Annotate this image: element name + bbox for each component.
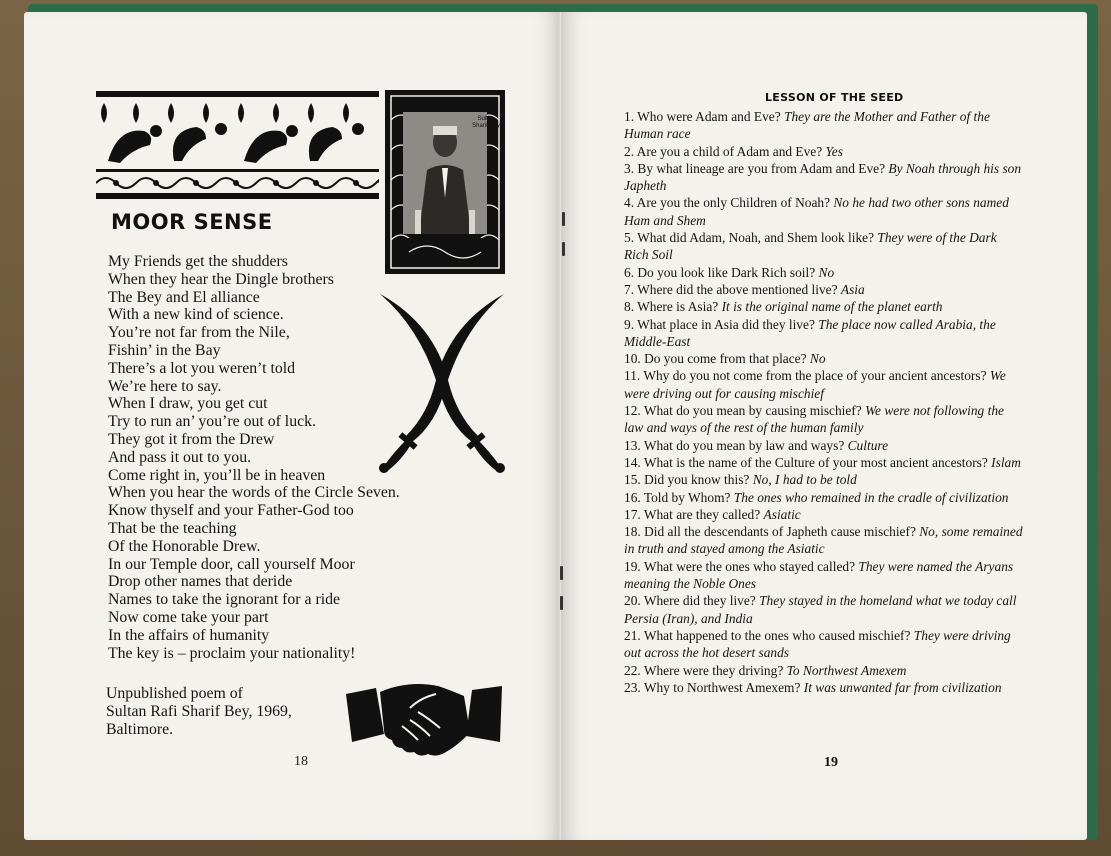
answer: No: [818, 264, 835, 280]
qa-item: [624, 627, 1024, 662]
answer: By Noah through his son Japheth: [624, 160, 1022, 194]
answer: No he had two other sons named Ham and Shem: [624, 195, 1009, 228]
poem-line: Try to run an’ you’re out of luck.: [108, 413, 316, 431]
question: 18. Did all the descendants of Japheth cause mischief?: [624, 524, 920, 540]
answer: No: [809, 351, 826, 367]
question: 14. What is the name of the Culture of your most ancient ancestors?: [624, 454, 992, 470]
qa-item: [624, 367, 1024, 402]
poem-line: We’re here to say.: [108, 377, 222, 395]
poem-line: Drop other names that deride: [108, 573, 293, 591]
qa-item: [624, 558, 1024, 593]
qa-item: [624, 281, 1024, 298]
qa-item: [624, 523, 1024, 558]
bird-frieze-icon: [96, 91, 379, 199]
qa-item: [624, 402, 1024, 437]
credit-line: Unpublished poem of: [106, 685, 243, 702]
question: 19. What were the ones who stayed called?: [624, 558, 859, 574]
answer: The place now called Arabia, the Middle-East: [624, 316, 996, 349]
poem-line: In our Temple door, call yourself Moor: [108, 555, 355, 573]
credit-line: Sultan Rafi Sharif Bey, 1969,: [106, 703, 292, 720]
answer: To Northwest Amexem: [786, 662, 907, 678]
answer: It is the original name of the planet earth: [721, 299, 943, 315]
question: 9. What place in Asia did they live?: [624, 316, 819, 332]
question: 1. Who were Adam and Eve?: [624, 109, 785, 124]
poem-line: You’re not far from the Nile,: [108, 324, 290, 342]
poem-line: My Friends get the shudders: [108, 253, 288, 270]
answer: Islam: [991, 454, 1021, 470]
qa-item: [624, 143, 1024, 160]
question: 16. Told by Whom?: [624, 489, 734, 505]
poem-line: Of the Honorable Drew.: [108, 537, 261, 555]
question: 17. What are they called?: [624, 506, 764, 522]
question: 5. What did Adam, Noah, and Shem look like?: [624, 230, 878, 246]
question: 2. Are you a child of Adam and Eve?: [624, 143, 826, 159]
staple: [562, 242, 565, 256]
poem-line: Names to take the ignorant for a ride: [108, 591, 341, 609]
qa-item: [624, 592, 1024, 627]
poem-line: There’s a lot you weren’t told: [108, 359, 296, 377]
poem-line: When they hear the Dingle brothers: [108, 270, 334, 288]
answer: No, some remained in truth and stayed among the Asiatic: [624, 524, 1023, 557]
question: 22. Where were they driving?: [624, 662, 787, 678]
poem-title: MOOR SENSE: [111, 210, 273, 234]
qa-item: [624, 350, 1024, 367]
poem-credit: [106, 685, 292, 739]
staple: [560, 566, 563, 580]
poem-line: Fishin’ in the Bay: [108, 341, 221, 359]
poem-line: They got it from the Drew: [108, 430, 275, 448]
staple: [560, 596, 563, 610]
qa-item: [624, 194, 1024, 229]
qa-item: [624, 108, 1024, 143]
poem-line: When I draw, you get cut: [108, 395, 268, 413]
answer: They were driving out across the hot desert sands: [624, 627, 1011, 661]
answer: It was unwanted far from civilization: [803, 679, 1002, 695]
qa-item: [624, 437, 1024, 454]
poem-line: That be the teaching: [108, 519, 237, 537]
question: 21. What happened to the ones who caused mischief?: [624, 627, 914, 643]
question: 20. Where did they live?: [624, 593, 760, 609]
poem-line: With a new kind of science.: [108, 306, 284, 324]
handshake-icon: [344, 672, 504, 760]
question: 10. Do you come from that place?: [624, 351, 810, 367]
question: 12. What do you mean by causing mischief?: [624, 403, 866, 419]
question: 15. Did you know this?: [624, 472, 753, 488]
question: 4. Are you the only Children of Noah?: [624, 195, 834, 211]
qa-item: [624, 489, 1024, 506]
qa-item: [624, 298, 1024, 315]
credit-line: Baltimore.: [106, 721, 174, 738]
crossed-swords-icon: [374, 290, 510, 474]
photo-caption: Sultan Sharif Bey: [472, 116, 500, 129]
lesson-qa-list: [624, 108, 1024, 696]
qa-item: [624, 316, 1024, 351]
answer: Culture: [847, 437, 889, 453]
poem-line: When you hear the words of the Circle Seven.: [108, 484, 400, 502]
poem-line: In the affairs of humanity: [108, 626, 270, 644]
poem-line: The Bey and El alliance: [108, 288, 260, 306]
qa-item: [624, 160, 1024, 195]
question: 3. By what lineage are you from Adam and Eve?: [624, 160, 889, 176]
question: 13. What do you mean by law and ways?: [624, 437, 848, 453]
question: 23. Why to Northwest Amexem?: [624, 679, 804, 695]
answer: They were of the Dark Rich Soil: [624, 230, 997, 263]
poem-line: Come right in, you’ll be in heaven: [108, 466, 326, 484]
question: 6. Do you look like Dark Rich soil?: [624, 264, 819, 280]
answer: We were driving out for causing mischief: [624, 368, 1006, 401]
question: 8. Where is Asia?: [624, 299, 722, 315]
answer: They stayed in the homeland what we today call Persia (Iran), and India: [624, 593, 1017, 626]
qa-item: [624, 454, 1024, 471]
qa-item: [624, 679, 1024, 696]
poem-line: Know thyself and your Father-God too: [108, 502, 354, 520]
qa-item: [624, 471, 1024, 488]
answer: Asia: [840, 281, 865, 297]
answer: No, I had to be told: [752, 472, 857, 488]
poem-line: The key is – proclaim your nationality!: [108, 644, 356, 662]
staple: [562, 212, 565, 226]
poem-line: Now come take your part: [108, 608, 269, 626]
answer: Yes: [825, 143, 843, 159]
page-number-right: 19: [824, 755, 838, 770]
answer: The ones who remained in the cradle of civilization: [733, 489, 1009, 505]
page-number-left: 18: [294, 754, 308, 769]
poem-body: [108, 253, 408, 662]
question: 7. Where did the above mentioned live?: [624, 281, 841, 297]
qa-item: [624, 662, 1024, 679]
answer: They were named the Aryans meaning the Noble Ones: [624, 558, 1014, 592]
qa-item: [624, 229, 1024, 264]
question: 11. Why do you not come from the place of your ancient ancestors?: [624, 368, 990, 384]
answer: They are the Mother and Father of the Human race: [624, 109, 990, 142]
answer: Asiatic: [763, 506, 801, 522]
poem-line: And pass it out to you.: [108, 448, 252, 466]
lesson-title: LESSON OF THE SEED: [765, 91, 904, 104]
qa-item: [624, 264, 1024, 281]
answer: We were not following the law and ways of the rest of the human family: [624, 403, 1004, 436]
qa-item: [624, 506, 1024, 523]
